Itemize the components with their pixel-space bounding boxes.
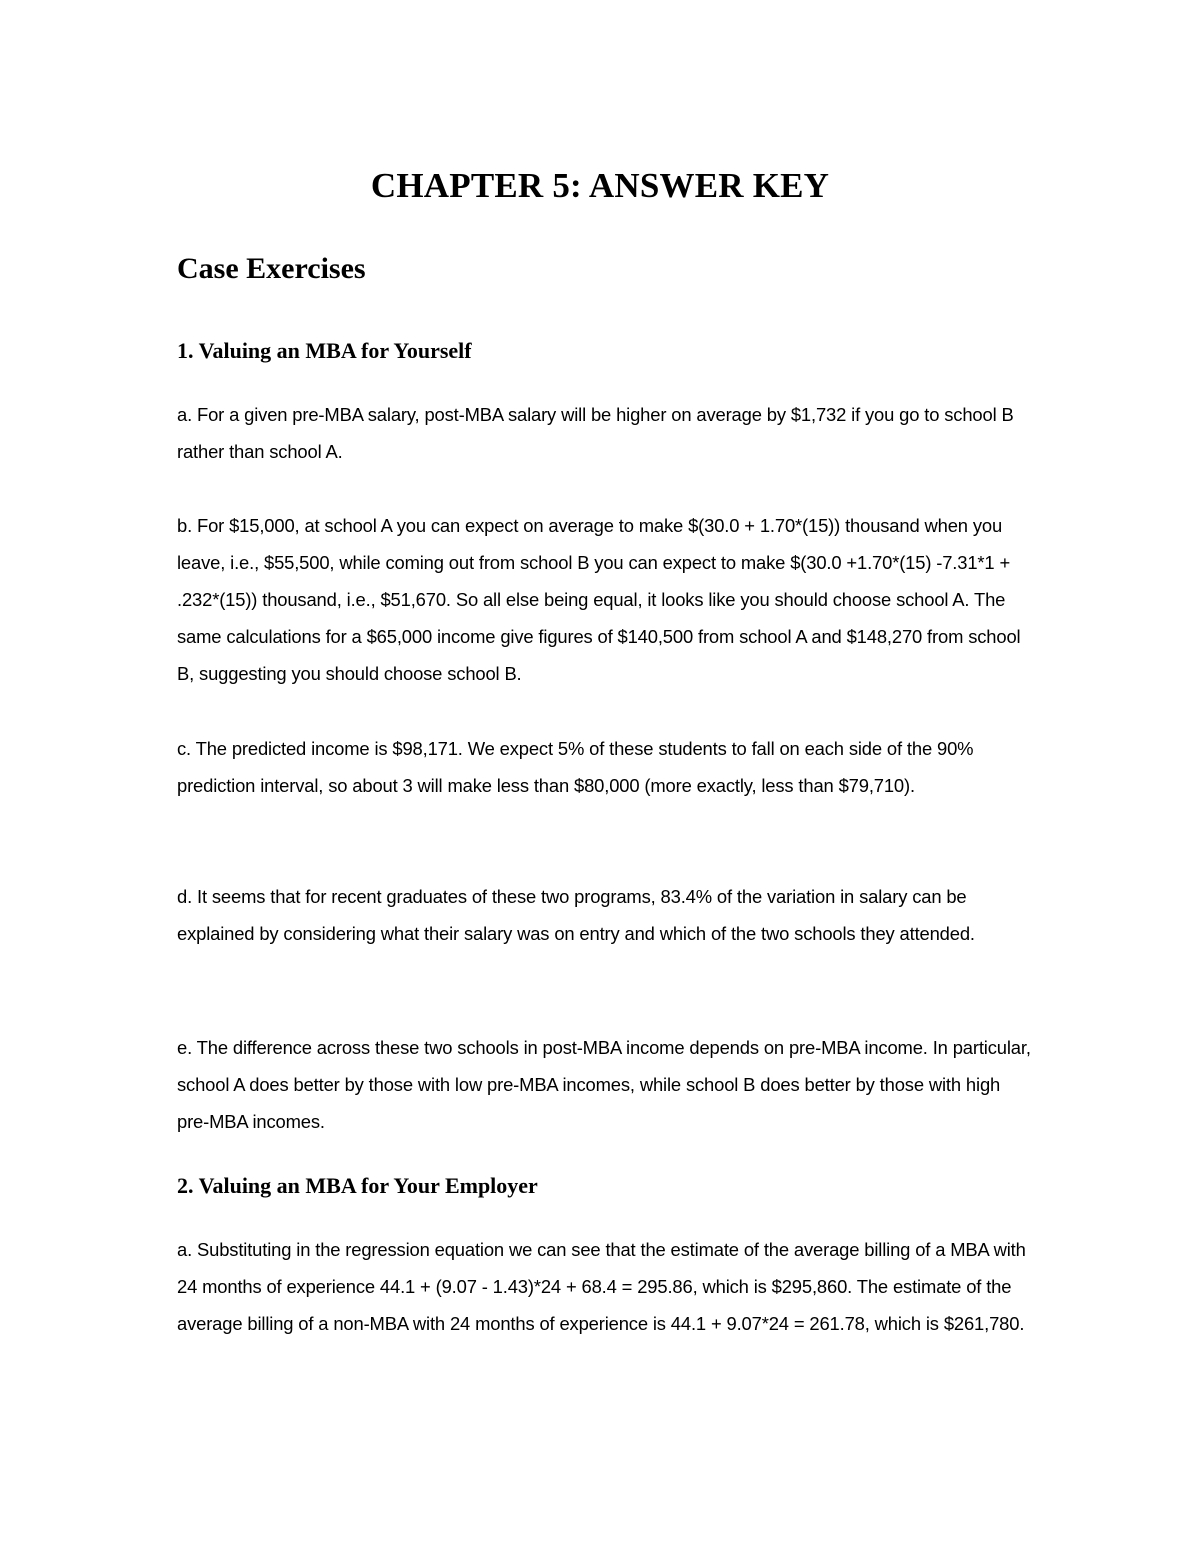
section-title: Case Exercises bbox=[177, 252, 366, 285]
chapter-title: CHAPTER 5: ANSWER KEY bbox=[370, 166, 830, 205]
exercise-1-heading: 1. Valuing an MBA for Yourself bbox=[177, 338, 472, 363]
exercise-1-answer-a: a. For a given pre-MBA salary, post-MBA salary will be higher on average by $1,732 if you go to school B rather than school A. bbox=[177, 404, 1014, 462]
exercise-1-answer-b: b. For $15,000, at school A you can expect on average to make $(30.0 + 1.70*(15)) thousand when you leave, i.e., $55,500, while coming out from school B you can expect to make $(30.0 +1.70*(15) -7.31*1 + .232*(15)) thousand, i.e., $51,670. So all else being equal, it looks like you should choose school A. The same calculations for a $65,000 income give figures of $140,500 from school A and $148,270 from school B, suggesting you should choose school B. bbox=[177, 515, 1021, 684]
exercise-2-heading: 2. Valuing an MBA for Your Employer bbox=[177, 1173, 538, 1198]
exercise-1-answer-e: e. The difference across these two schools in post-MBA income depends on pre-MBA income. In particular, school A does better by those with low pre-MBA incomes, while school B does better by those with high pre-MBA incomes. bbox=[177, 1037, 1031, 1132]
exercise-1-answer-d: d. It seems that for recent graduates of these two programs, 83.4% of the variation in salary can be explained by considering what their salary was on entry and which of the two schools they attended. bbox=[177, 886, 975, 944]
exercise-1-answer-c: c. The predicted income is $98,171. We expect 5% of these students to fall on each side of the 90% prediction interval, so about 3 will make less than $80,000 (more exactly, less than $79,710). bbox=[177, 738, 974, 796]
exercise-2-answer-a: a. Substituting in the regression equation we can see that the estimate of the average billing of a MBA with 24 months of experience 44.1 + (9.07 - 1.43)*24 + 68.4 = 295.86, which is $295,860. The estimate of the average billing of a non-MBA with 24 months of experience is 44.1 + 9.07*24 = 261.78, which is $261,780. bbox=[177, 1239, 1026, 1334]
